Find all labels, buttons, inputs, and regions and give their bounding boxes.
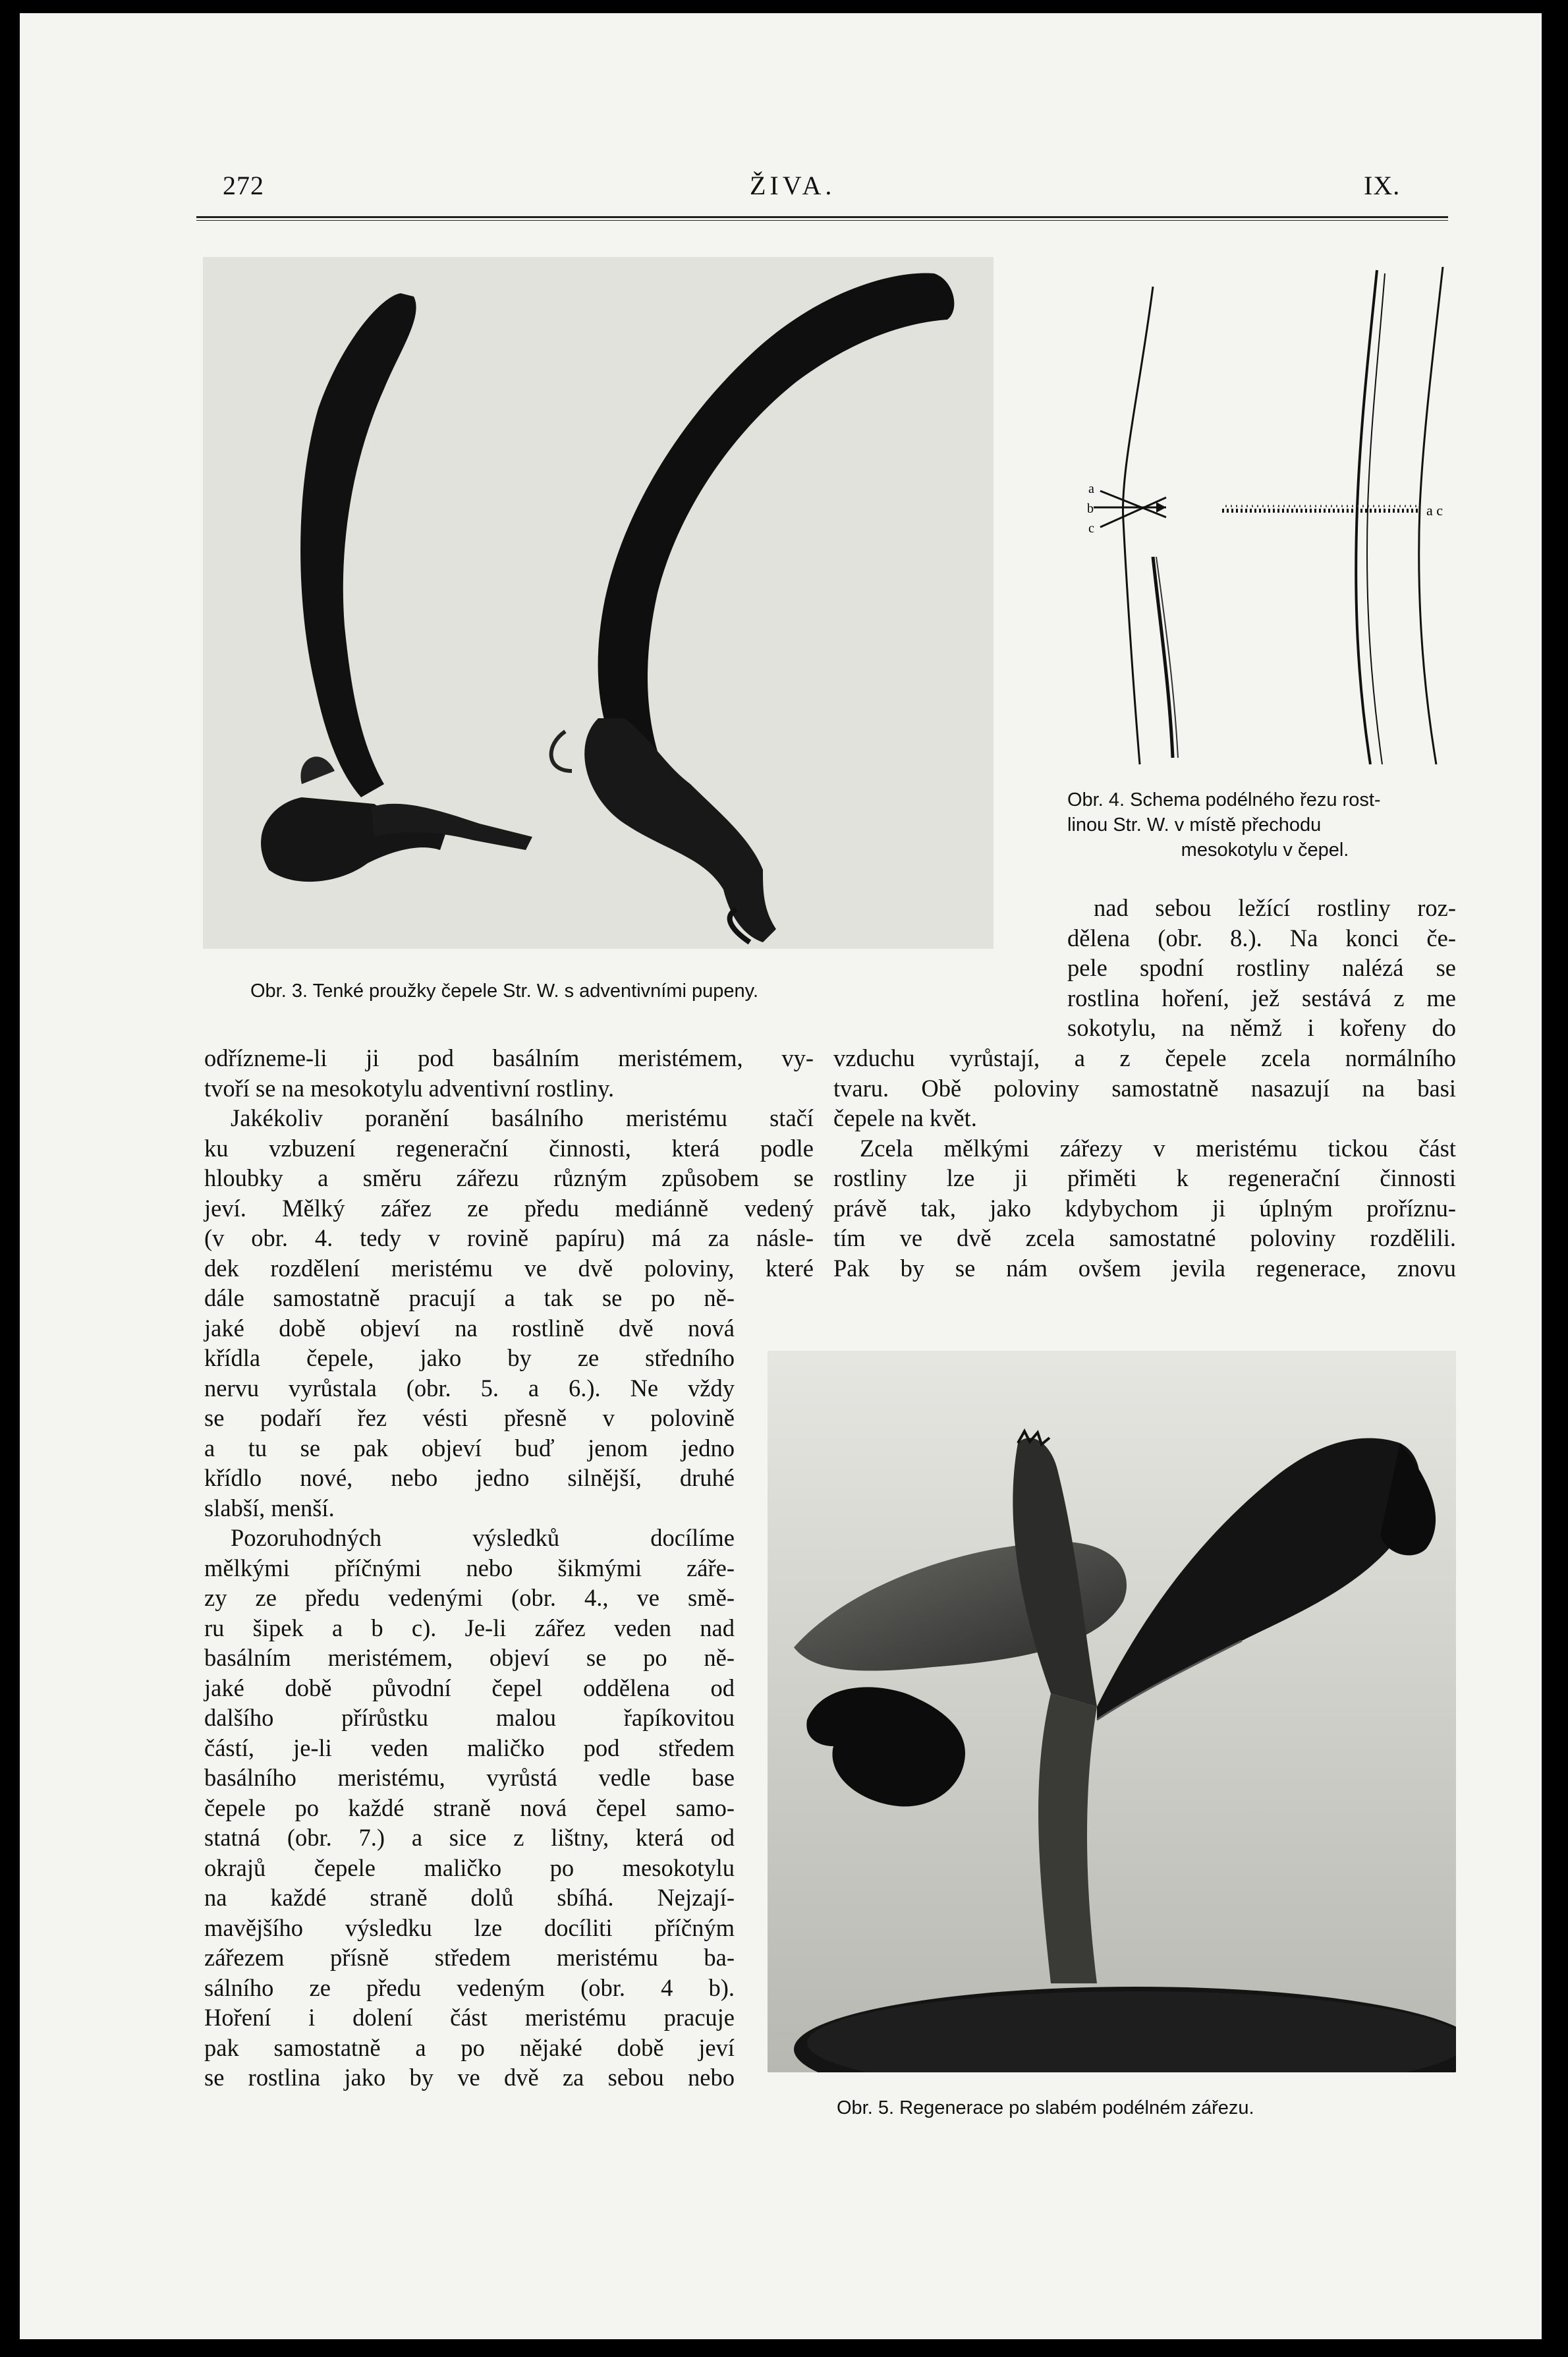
- regenerating-plant-illustration: [768, 1351, 1456, 2072]
- figure-4-diagram: [1061, 257, 1469, 771]
- text-line: se rostlina jako by ve dvě za sebou nebo: [204, 2064, 735, 2091]
- text-line: zy ze předu vedenými (obr. 4., ve smě-: [204, 1584, 735, 1611]
- left-column-narrow-text: [204, 1283, 735, 2093]
- text-line: dále samostatně pracují a tak se po ně-: [204, 1284, 735, 1311]
- text-line: čepele po každé straně nová čepel samo-: [204, 1794, 735, 1821]
- right-column-top-text: [1067, 893, 1456, 1043]
- text-line: sokotylu, na němž i kořeny do: [1067, 1014, 1456, 1041]
- text-line: tvoří se na mesokotylu adventivní rostliny.: [204, 1074, 615, 1102]
- text-line: křídla čepele, jako by ze středního: [204, 1344, 735, 1371]
- text-line: ru šipek a b c). Je-li zářez veden nad: [204, 1614, 735, 1641]
- header-rule: [196, 216, 1448, 218]
- figure-4-caption: [1067, 787, 1463, 863]
- text-line: basálního meristému, vyrůstá vedle base: [204, 1764, 735, 1791]
- text-line: jaké době objeví na rostlině dvě nová: [204, 1314, 735, 1342]
- text-line: rostliny lze ji přiměti k regenerační činnosti: [833, 1164, 1456, 1191]
- text-line: Zcela mělkými zářezy v meristému tickou část: [860, 1134, 1456, 1162]
- text-line: právě tak, jako kdybychom ji úplným proříznu-: [833, 1194, 1456, 1222]
- text-line: na každé straně dolů sbíhá. Nejzají-: [204, 1884, 735, 1911]
- longitudinal-section-schema: [1061, 257, 1469, 771]
- figure-3-caption: Obr. 3. Tenké proužky čepele Str. W. s adventivními pupeny.: [250, 980, 759, 1002]
- figure-5-photo: [768, 1351, 1456, 2072]
- text-line: jeví. Mělký zářez ze předu mediánně vedený: [204, 1194, 814, 1222]
- page-number: 272: [223, 171, 264, 200]
- figure-4-caption-line-3: mesokotylu v čepel.: [1181, 839, 1349, 861]
- arrow-label-a: a: [1088, 482, 1094, 496]
- leaf-strips-illustration: [203, 257, 994, 949]
- journal-page: [20, 13, 1542, 2339]
- text-line: dalšího přírůstku malou řapíkovitou: [204, 1704, 735, 1731]
- text-line: pele spodní rostliny nalézá se: [1067, 954, 1456, 981]
- text-line: okrajů čepele maličko po mesokotylu: [204, 1854, 735, 1881]
- text-line: pak samostatně a po nějaké době jeví: [204, 2033, 735, 2061]
- text-line: ku vzbuzení regenerační činnosti, která podle: [204, 1134, 814, 1162]
- text-line: tím ve dvě zcela samostatné poloviny rozdělili.: [833, 1224, 1456, 1251]
- arrow-label-c: c: [1088, 521, 1094, 536]
- arrow-label-b: b: [1087, 501, 1094, 516]
- text-line: slabší, menší.: [204, 1494, 335, 1521]
- text-line: čepele na květ.: [833, 1104, 977, 1131]
- band-label: a c: [1426, 502, 1443, 519]
- text-line: basálním meristémem, objeví se po ně-: [204, 1644, 735, 1671]
- text-line: sálního ze předu vedeným (obr. 4 b).: [204, 1974, 735, 2001]
- figure-4-caption-line-2: linou Str. W. v místě přechodu: [1067, 814, 1322, 836]
- volume-number: IX.: [1364, 171, 1401, 200]
- figure-3-photo: [203, 257, 994, 949]
- journal-title: ŽIVA.: [750, 171, 836, 200]
- text-line: Jakékoliv poranění basálního meristému stačí: [231, 1104, 814, 1131]
- text-line: částí, je-li veden maličko pod středem: [204, 1734, 735, 1761]
- text-line: nad sebou ležící rostliny roz-: [1094, 894, 1456, 921]
- text-line: a tu se pak objeví buď jenom jedno: [204, 1434, 735, 1462]
- text-line: mavějšího výsledku lze docíliti příčným: [204, 1914, 735, 1941]
- text-line: Pozoruhodných výsledků docílíme: [231, 1524, 735, 1551]
- text-line: rostlina hoření, jež sestává z me: [1067, 984, 1456, 1011]
- text-line: křídlo nové, nebo jedno silnější, druhé: [204, 1464, 735, 1491]
- text-line: dek rozdělení meristému ve dvě poloviny, které: [204, 1254, 814, 1282]
- header-rule-2: [196, 220, 1448, 221]
- text-line: zářezem přísně středem meristému ba-: [204, 1944, 735, 1971]
- figure-5-caption: Obr. 5. Regenerace po slabém podélném zářezu.: [837, 2097, 1254, 2118]
- figure-4-caption-line-1: Obr. 4. Schema podélného řezu rost-: [1067, 789, 1381, 810]
- text-line: se podaří řez vésti přesně v polovině: [204, 1404, 735, 1431]
- text-line: jaké době původní čepel oddělena od: [204, 1674, 735, 1701]
- text-line: Hoření i dolení část meristému pracuje: [204, 2004, 735, 2031]
- text-line: (v obr. 4. tedy v rovině papíru) má za násle-: [204, 1224, 814, 1251]
- right-column-text: [833, 1043, 1456, 1283]
- text-line: mělkými příčnými nebo šikmými záře-: [204, 1554, 735, 1581]
- text-line: odřízneme-li ji pod basálním meristémem, vy-: [204, 1044, 814, 1071]
- text-line: statná (obr. 7.) a sice z lištny, která od: [204, 1824, 735, 1851]
- text-line: nervu vyrůstala (obr. 5. a 6.). Ne vždy: [204, 1374, 735, 1402]
- left-column-text: [204, 1043, 814, 1283]
- text-line: dělena (obr. 8.). Na konci če-: [1067, 924, 1456, 951]
- text-line: hloubky a směru zářezu různým způsobem se: [204, 1164, 814, 1191]
- text-line: tvaru. Obě poloviny samostatně nasazují na basi: [833, 1074, 1456, 1102]
- text-line: vzduchu vyrůstají, a z čepele zcela normálního: [833, 1044, 1456, 1071]
- text-line: Pak by se nám ovšem jevila regenerace, znovu: [833, 1254, 1456, 1282]
